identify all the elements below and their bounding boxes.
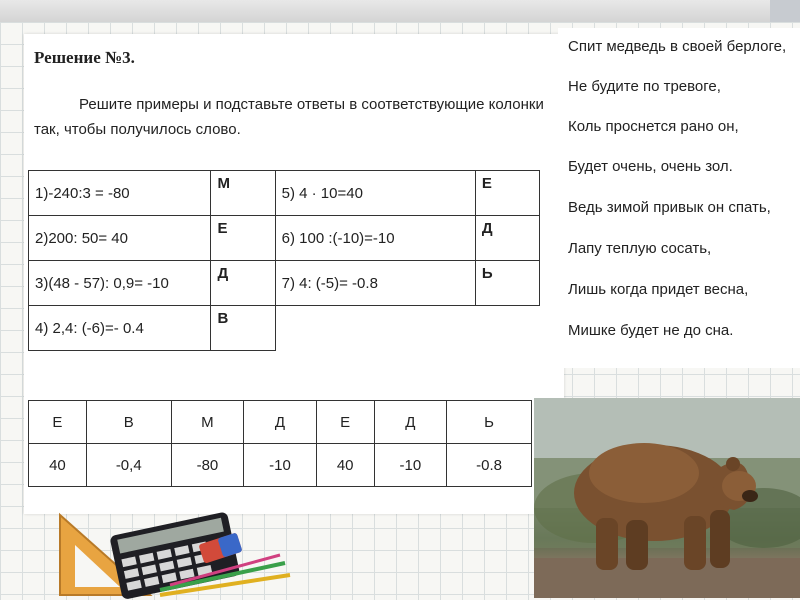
worksheet-instruction: Решите примеры и подставьте ответы в соответствующие колонки так, чтобы получилось слово. <box>34 96 544 138</box>
task-expression: 7) 4: (-5)= -0.8 <box>275 261 475 306</box>
answer-value: 40 <box>316 444 374 487</box>
calculator-ruler-decoration <box>30 505 300 600</box>
poem-line: Лишь когда придет весна, <box>568 281 749 298</box>
corner-decoration <box>770 0 800 22</box>
answer-letter: Д <box>244 401 317 444</box>
answer-values-row <box>29 444 532 487</box>
answers-table <box>28 400 532 487</box>
task-letter: Д <box>475 216 539 261</box>
answer-value: -10 <box>374 444 447 487</box>
answer-value: -0,4 <box>86 444 171 487</box>
worksheet-title: Решение №3. <box>34 48 135 67</box>
task-letter: Е <box>475 171 539 216</box>
task-expression: 3)(48 - 57): 0,9= -10 <box>29 261 211 306</box>
answer-letter: М <box>171 401 244 444</box>
task-row <box>29 261 540 306</box>
bear-figure <box>574 443 758 570</box>
task-letter: Е <box>211 216 275 261</box>
task-letter: Ь <box>475 261 539 306</box>
poem-line: Коль проснется рано он, <box>568 118 739 135</box>
poem-line: Мишке будет не до сна. <box>568 322 734 339</box>
poem-line: Ведь зимой привык он спать, <box>568 199 771 216</box>
bear-photo <box>534 398 800 598</box>
task-letter: Д <box>211 261 275 306</box>
poem-line: Не будите по тревоге, <box>568 78 721 95</box>
task-expression: 1)-240:3 = -80 <box>29 171 211 216</box>
poem-panel <box>558 28 800 368</box>
task-row <box>29 306 540 351</box>
answer-value: -80 <box>171 444 244 487</box>
answer-value: -0.8 <box>447 444 532 487</box>
poem-line: Спит медведь в своей берлоге, <box>568 38 787 55</box>
answer-value: 40 <box>29 444 87 487</box>
task-row <box>29 216 540 261</box>
task-expression: 6) 100 :(-10)=-10 <box>275 216 475 261</box>
top-bar <box>0 0 800 22</box>
poem-line: Лапу теплую сосать, <box>568 240 712 257</box>
answer-letter: Д <box>374 401 447 444</box>
answer-letters-row <box>29 401 532 444</box>
task-expression: 5) 4 · 10=40 <box>275 171 475 216</box>
tasks-table <box>28 170 540 351</box>
answer-letter: В <box>86 401 171 444</box>
task-expression: 2)200: 50= 40 <box>29 216 211 261</box>
answer-letter: Е <box>29 401 87 444</box>
answer-value: -10 <box>244 444 317 487</box>
task-letter: В <box>211 306 275 351</box>
task-row <box>29 171 540 216</box>
answer-letter: Е <box>316 401 374 444</box>
empty-cell <box>475 306 539 351</box>
task-expression: 4) 2,4: (-6)=- 0.4 <box>29 306 211 351</box>
poem-line: Будет очень, очень зол. <box>568 158 733 175</box>
bear-illustration <box>534 398 800 598</box>
answer-letter: Ь <box>447 401 532 444</box>
empty-cell <box>275 306 475 351</box>
task-letter: М <box>211 171 275 216</box>
